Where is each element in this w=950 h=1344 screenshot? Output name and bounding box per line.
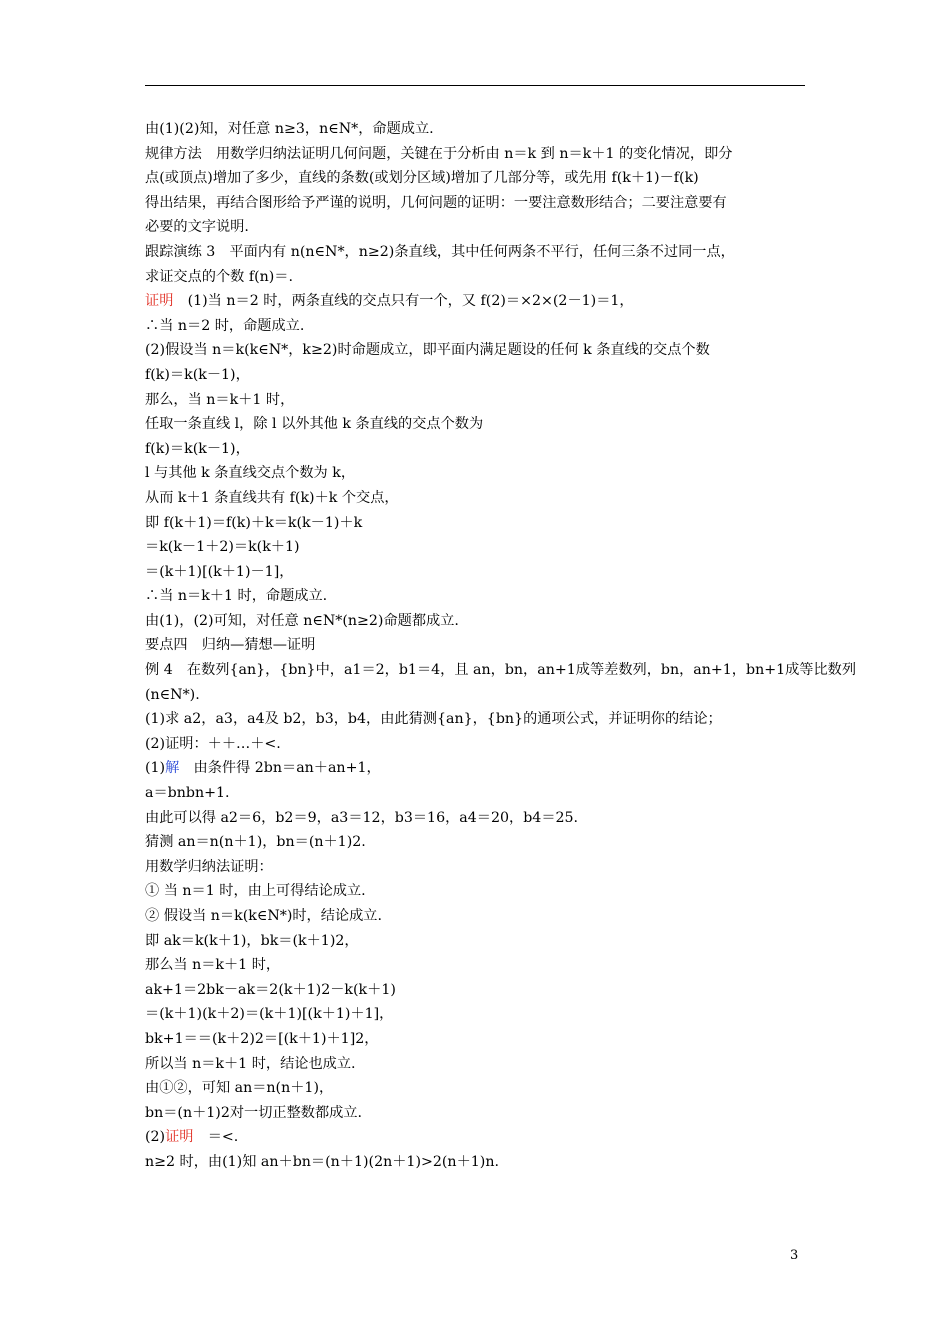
text-line — [145, 215, 815, 240]
text-line — [145, 338, 815, 363]
line-text: f(k)＝k(k－1)， — [145, 366, 250, 383]
text-line — [145, 535, 815, 560]
line-text: l 与其他 k 条直线交点个数为 k， — [145, 465, 356, 482]
section-label: 证明 — [165, 1129, 194, 1146]
line-text: 即 f(k＋1)＝f(k)＋k＝k(k－1)＋k — [145, 514, 363, 531]
line-text: 必要的文字说明. — [145, 219, 249, 236]
text-line — [145, 1027, 815, 1052]
line-text: 点(或顶点)增加了多少，直线的条数(或划分区域)增加了几部分等，或先用 f(k＋1)－f(k) — [145, 170, 699, 187]
line-text: ＝(k＋1)(k＋2)＝(k＋1)[(k＋1)＋1]， — [145, 1006, 394, 1023]
line-text: ＝(k＋1)[(k＋1)－1]， — [145, 563, 294, 580]
text-line — [145, 781, 815, 806]
text-line — [145, 412, 815, 437]
section-label: 证明 — [145, 293, 174, 310]
line-prefix: (1) — [145, 760, 166, 777]
text-line — [145, 929, 815, 954]
line-text: 那么，当 n＝k＋1 时， — [145, 391, 295, 408]
line-text: 由(1)(2)知，对任意 n≥3，n∈N*，命题成立. — [145, 121, 434, 137]
text-line — [145, 1002, 815, 1027]
text-line — [145, 1101, 815, 1126]
line-text: (1)当 n＝2 时，两条直线的交点只有一个，又 f(2)＝×2×(2－1)＝1， — [173, 293, 634, 310]
line-text: 例 4 在数列{an}，{bn}中，a1＝2，b1＝4，且 an，bn，an+1成等差数列，bn，an+1，bn+1成等比数列 — [145, 662, 857, 679]
text-line — [145, 363, 815, 388]
line-text: bn＝(n＋1)2对一切正整数都成立. — [145, 1104, 363, 1121]
line-text: bk+1＝＝(k＋2)2＝[(k＋1)＋1]2， — [145, 1030, 379, 1047]
text-line — [145, 732, 815, 757]
line-text: 猜测 an＝n(n＋1)，bn＝(n＋1)2. — [145, 834, 366, 851]
line-text: 规律方法 用数学归纳法证明几何问题，关键在于分析由 n＝k 到 n＝k＋1 的变化情况，即分 — [145, 145, 733, 162]
text-line — [145, 142, 815, 167]
line-text: ① 当 n＝1 时，由上可得结论成立. — [145, 883, 366, 900]
line-text: ∴当 n＝2 时，命题成立. — [145, 317, 305, 334]
text-line — [145, 560, 815, 585]
line-text: 所以当 n＝k＋1 时，结论也成立. — [145, 1055, 356, 1072]
line-text: (2)假设当 n＝k(k∈N*，k≥2)时命题成立，即平面内满足题设的任何 k 条直线的交点个数 — [145, 342, 710, 359]
text-line — [145, 1052, 815, 1077]
text-line — [145, 707, 815, 732]
text-line — [145, 265, 815, 290]
header-rule — [145, 85, 805, 86]
line-text: ＝<. — [193, 1129, 239, 1146]
text-line — [145, 437, 815, 462]
line-text: 用数学归纳法证明： — [145, 858, 273, 875]
line-text: 得出结果，再结合图形给予严谨的说明，几何问题的证明：一要注意数形结合；二要注意要有 — [145, 194, 727, 211]
text-line — [145, 486, 815, 511]
line-text: n≥2 时，由(1)知 an＋bn＝(n＋1)(2n＋1)>2(n＋1)n. — [145, 1153, 499, 1170]
text-line — [145, 633, 815, 658]
line-text: 要点四 归纳—猜想—证明 — [145, 637, 316, 654]
line-text: ak+1＝2bk－ak＝2(k＋1)2－k(k＋1) — [145, 981, 396, 998]
text-line — [145, 240, 815, 265]
section-label: 解 — [165, 760, 180, 777]
text-line — [145, 658, 857, 683]
text-line — [145, 904, 815, 929]
line-text: (2)证明：＋＋…＋<. — [145, 735, 281, 752]
page-number: 3 — [790, 1248, 799, 1263]
line-text: a＝bnbn+1. — [145, 785, 230, 802]
text-line — [145, 855, 815, 880]
text-line — [145, 683, 815, 708]
text-line — [145, 388, 815, 413]
line-text: 从而 k＋1 条直线共有 f(k)＋k 个交点， — [145, 489, 399, 506]
line-text: 跟踪演练 3 平面内有 n(n∈N*，n≥2)条直线，其中任何两条不平行，任何三条不过同一点， — [145, 243, 735, 260]
line-text: 由①②，可知 an＝n(n＋1)， — [145, 1080, 334, 1097]
line-text: (n∈N*). — [145, 686, 200, 703]
line-text: 由条件得 2bn＝an＋an+1， — [179, 760, 381, 777]
line-text: 由此可以得 a2＝6，b2＝9，a3＝12，b3＝16，a4＝20，b4＝25. — [145, 809, 579, 826]
text-line — [145, 314, 815, 339]
text-line — [145, 117, 815, 142]
text-line — [145, 289, 815, 314]
text-line — [145, 1125, 815, 1150]
line-text: 即 ak＝k(k＋1)，bk＝(k＋1)2， — [145, 932, 359, 949]
line-prefix: (2) — [145, 1129, 166, 1146]
text-line — [145, 879, 815, 904]
line-text: 任取一条直线 l，除 l 以外其他 k 条直线的交点个数为 — [145, 416, 484, 433]
text-line — [145, 166, 815, 191]
text-line — [145, 830, 815, 855]
line-text: f(k)＝k(k－1)， — [145, 440, 250, 457]
text-line — [145, 978, 815, 1003]
text-line — [145, 609, 815, 634]
text-line — [145, 1150, 815, 1175]
document-body — [145, 117, 857, 1175]
line-text: 由(1)，(2)可知，对任意 n∈N*(n≥2)命题都成立. — [145, 612, 459, 629]
text-line — [145, 461, 815, 486]
text-line — [145, 756, 815, 781]
line-text: ＝k(k－1＋2)＝k(k＋1) — [145, 539, 300, 556]
line-text: 那么当 n＝k＋1 时， — [145, 957, 281, 974]
text-line — [145, 953, 815, 978]
text-line — [145, 1076, 815, 1101]
text-line — [145, 191, 815, 216]
line-text: ∴当 n＝k＋1 时，命题成立. — [145, 588, 328, 605]
text-line — [145, 511, 815, 536]
text-line — [145, 806, 815, 831]
line-text: 求证交点的个数 f(n)＝. — [145, 268, 293, 285]
line-text: (1)求 a2，a3，a4及 b2，b3，b4，由此猜测{an}，{bn}的通项公式，并证明你的结论； — [145, 711, 722, 728]
text-line — [145, 584, 815, 609]
line-text: ② 假设当 n＝k(k∈N*)时，结论成立. — [145, 908, 383, 924]
